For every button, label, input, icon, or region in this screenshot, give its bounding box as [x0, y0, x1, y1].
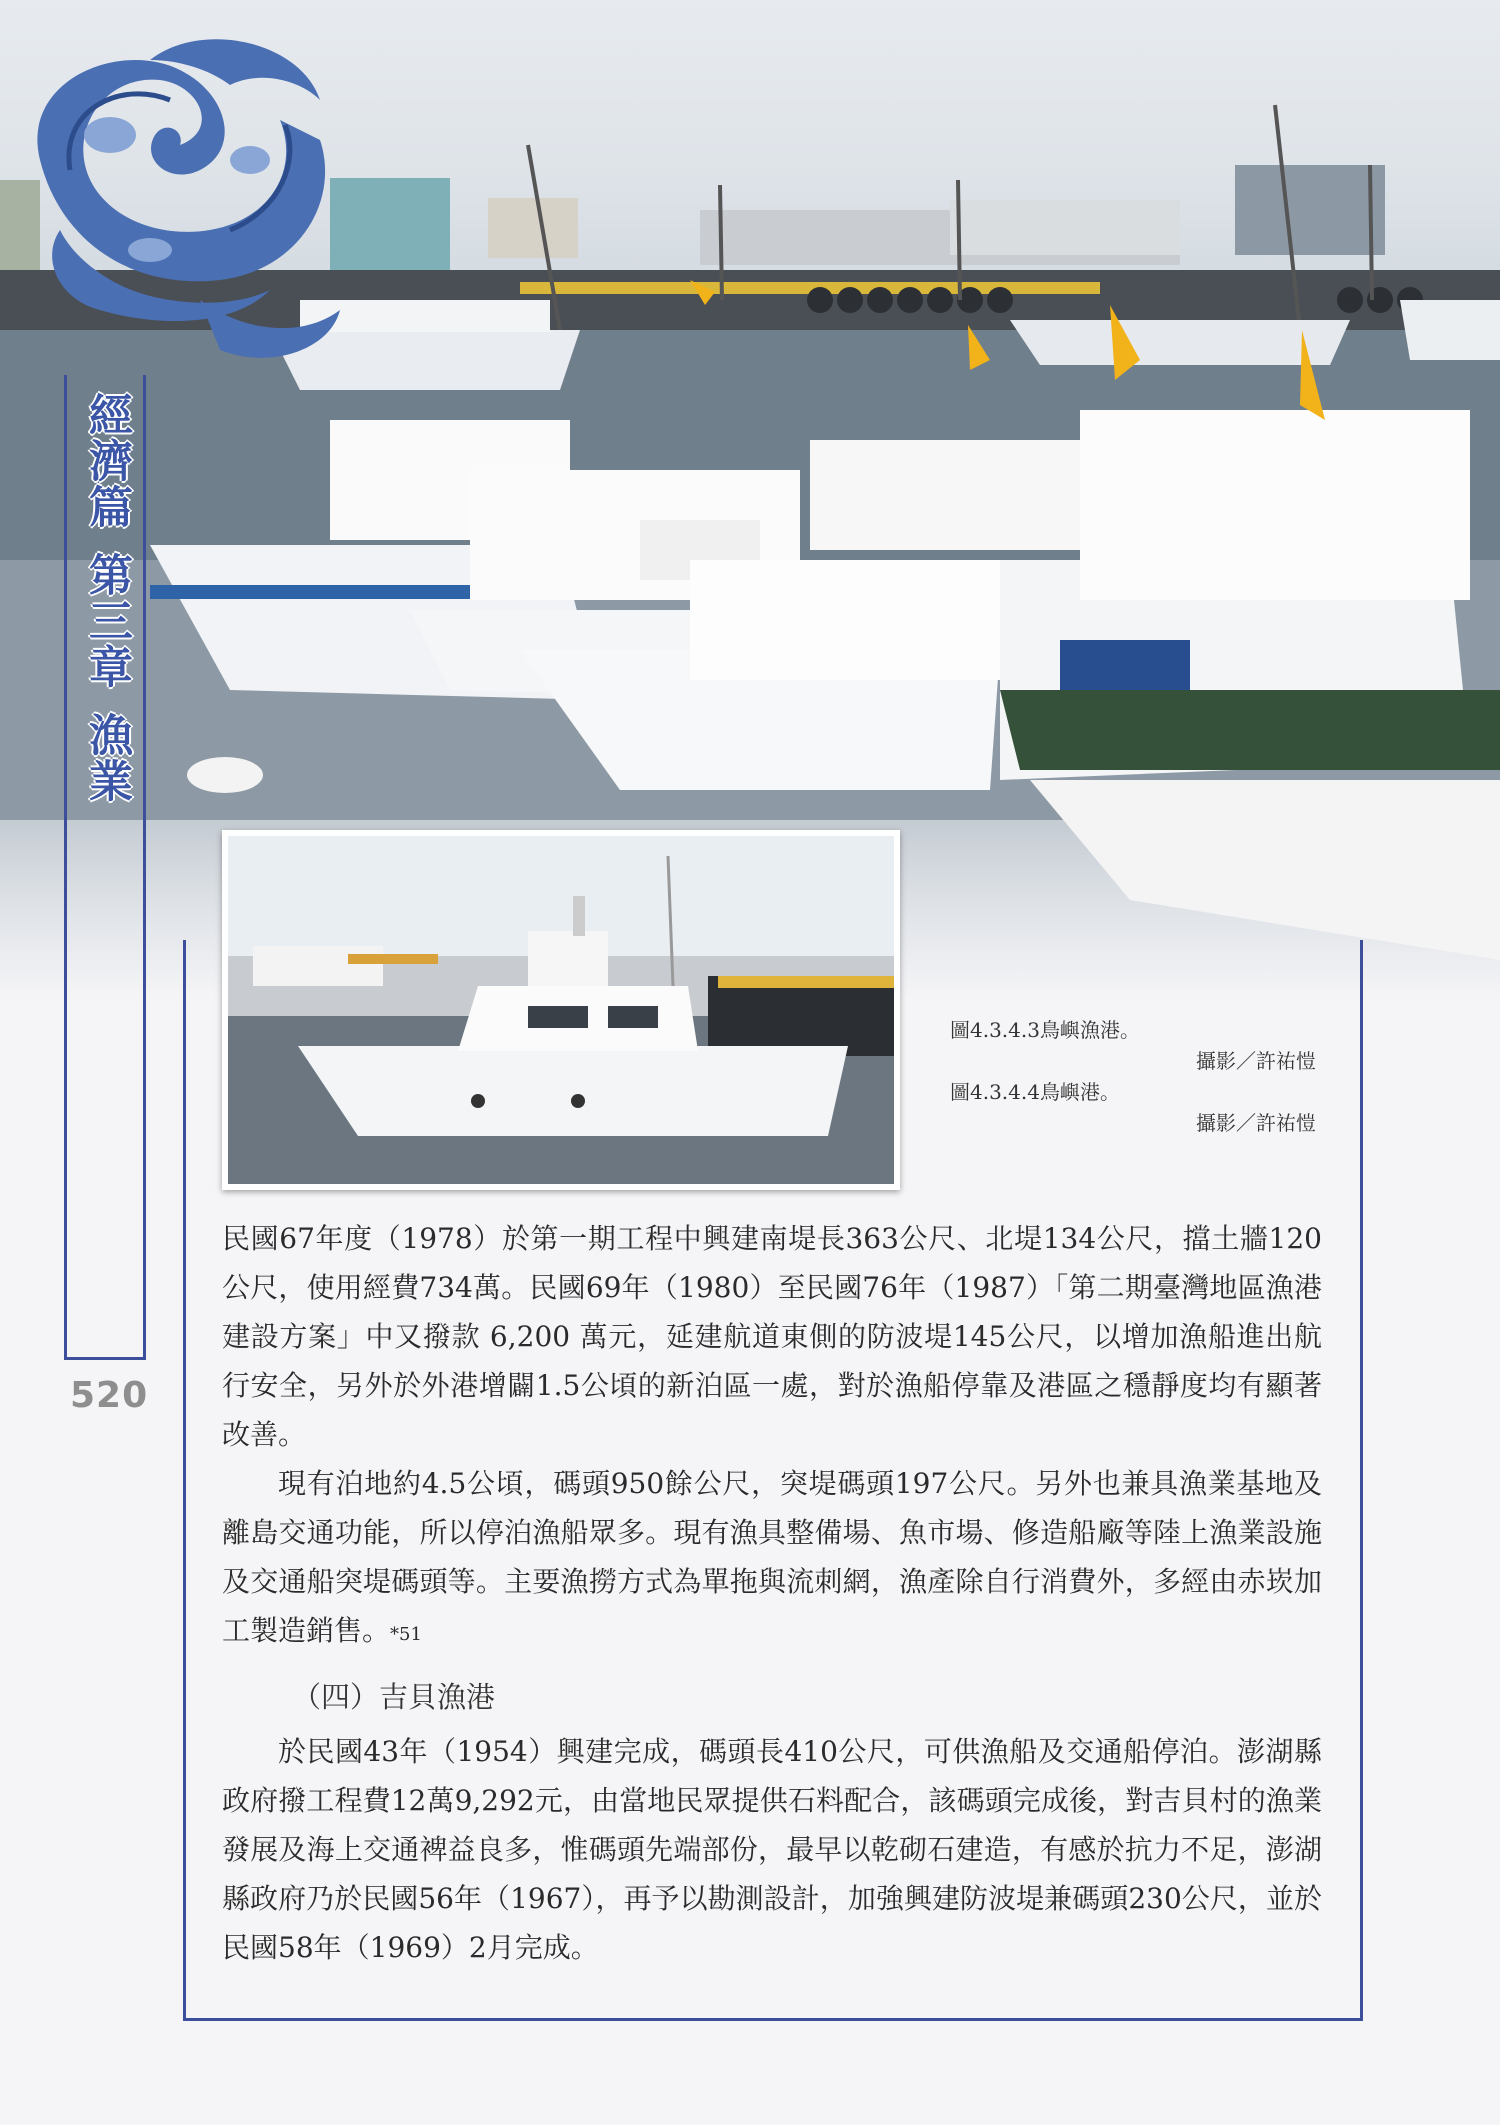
body-text-block	[222, 1214, 1322, 1659]
inset-photo	[222, 830, 900, 1190]
footnote-marker: *51	[390, 1624, 422, 1645]
section-subheading: （四）吉貝漁港	[292, 1680, 496, 1714]
photo-captions	[950, 1015, 1320, 1139]
caption-title: 圖4.3.4.3鳥嶼漁港。	[950, 1018, 1140, 1042]
chapter-title: 第三章	[81, 552, 132, 690]
paragraph: 於民國43年（1954）興建完成，碼頭長410公尺，可供漁船及交通船停泊。澎湖縣政府撥工程費12萬9,292元，由當地民眾提供石料配合，該碼頭完成後，對吉貝村的漁業發展及海上交通裨益良多，惟碼頭先端部份，最早以乾砌石建造，有感於抗力不足，澎湖縣政府乃於民國56年（1967），再予以勘測設計，加強興建防波堤兼碼頭230公尺，並於民國58年（1969）2月完成。	[222, 1735, 1322, 1964]
paragraph	[222, 1459, 1322, 1659]
body-text-block	[222, 1727, 1322, 1972]
topic-title: 漁業	[81, 712, 132, 804]
page-number: 520	[70, 1375, 149, 1416]
caption-credit: 攝影／許祐愷	[1196, 1049, 1316, 1073]
inset-boat-illustration	[228, 836, 894, 1184]
caption-title: 圖4.3.4.4鳥嶼港。	[950, 1080, 1120, 1104]
caption-credit: 攝影／許祐愷	[1196, 1111, 1316, 1135]
paragraph-text: 現有泊地約4.5公頃，碼頭950餘公尺，突堤碼頭197公尺。另外也兼具漁業基地及離島交通功能，所以停泊漁船眾多。現有漁具整備場、魚市場、修造船廠等陸上漁業設施及交通船突堤碼頭等。主要漁撈方式為單拖與流刺網，漁產除自行消費外，多經由赤崁加工製造銷售。	[222, 1467, 1322, 1647]
section-title: 經濟篇	[81, 392, 132, 530]
vertical-chapter-title	[80, 392, 132, 804]
paragraph: 民國67年度（1978）於第一期工程中興建南堤長363公尺、北堤134公尺，擋土牆120公尺，使用經費734萬。民國69年（1980）至民國76年（1987）「第二期臺灣地區漁港建設方案」中又撥款 6,200 萬元，延建航道東側的防波堤145公尺，以增加漁船進出航行安全，另外於外港增闢1.5公頃的新泊區一處，對於漁船停靠及港區之穩靜度均有顯著改善。	[222, 1222, 1322, 1451]
